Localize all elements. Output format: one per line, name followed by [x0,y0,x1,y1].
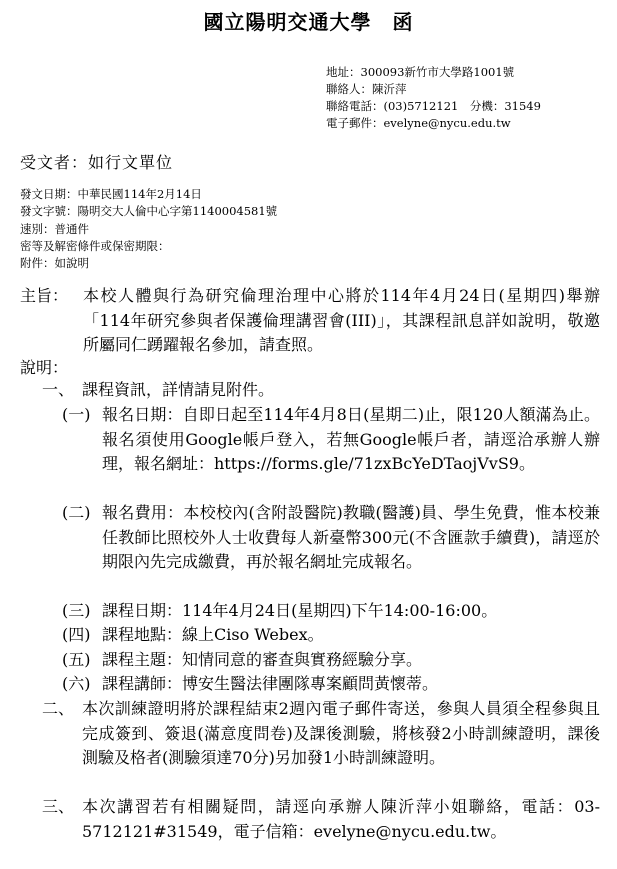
address: 地址：300093新竹市大學路1001號 [326,65,515,79]
sub-item-3 [62,599,600,624]
contact-phone: 聯絡電話：(03)5712121 分機：31549 [326,99,541,113]
explanation-label: 說明： [20,358,69,377]
explanation-item-2 [42,697,600,771]
recipient: 受文者：如行文單位 [20,153,174,172]
contact-email: 電子郵件：evelyne@nycu.edu.tw [326,116,511,130]
item-number: 二、 [42,699,75,718]
explanation-item-1 [42,378,602,403]
sub-item-number: (六) [62,674,91,693]
document-number: 發文字號：陽明交大人倫中心字第1140004581號 [20,204,278,219]
issue-date: 發文日期：中華民國114年2月14日 [20,187,202,201]
meta-block [20,186,277,272]
explanation-item-3 [42,795,600,844]
sub-item-number: (五) [62,650,91,669]
sub-item-number: (二) [62,503,91,522]
sub-item-2 [62,501,600,575]
sub-item-4 [62,623,600,648]
item-text: 本次訓練證明將於課程結束2週內電子郵件寄送，參與人員須全程參與且完成簽到、簽退(滿意度問卷)及課後測驗，將核發2小時訓練證明，課後測驗及格者(測驗須達70分)另加發1小時訓練證明。 [82,699,600,767]
subject [20,284,600,358]
sub-item-text: 課程日期：114年4月24日(星期四)下午14:00-16:00。 [102,601,498,620]
sub-item-text: 報名日期：自即日起至114年4月8日(星期二)止，限120人額滿為止。報名須使用Google帳戶登入，若無Google帳戶者，請逕洽承辦人辦理，報名網址：https://forms.gle/71zxBcYeDTaojVvS9。 [102,405,600,473]
sub-item-text: 課程地點：線上Ciso Webex。 [102,625,324,644]
sub-item-6 [62,672,600,697]
sub-item-5 [62,648,600,673]
attachment: 附件：如說明 [20,256,89,271]
document-title: 國立陽明交通大學 函 [203,10,414,34]
secrecy-level: 密等及解密條件或保密期限： [20,238,170,253]
subject-label: 主旨： [20,286,69,305]
contact-person: 聯絡人：陳沂萍 [326,82,407,96]
item-number: 一、 [42,380,75,399]
sub-item-number: (四) [62,625,91,644]
item-text: 課程資訊，詳情請見附件。 [82,380,275,399]
sub-item-text: 課程主題：知情同意的審查與實務經驗分享。 [102,650,423,669]
sub-item-text: 課程講師：博安生醫法律團隊專案顧問黃懷蒂。 [102,674,439,693]
subject-text: 本校人體與行為研究倫理治理中心將於114年4月24日(星期四)舉辦「114年研究參與者保護倫理講習會(III)」，其課程訊息詳如說明，敬邀所屬同仁踴躍報名參加，請查照。 [83,286,600,354]
speed-class: 速別：普通件 [20,221,89,236]
sub-item-number: (三) [62,601,91,620]
item-number: 三、 [42,797,75,816]
sub-item-1 [62,403,600,477]
contact-block [326,64,541,132]
sub-item-number: (一) [62,405,91,424]
item-text: 本次講習若有相關疑問，請逕向承辦人陳沂萍小姐聯絡，電話：03-5712121#31549，電子信箱：evelyne@nycu.edu.tw。 [82,797,600,841]
sub-item-text: 報名費用：本校校內(含附設醫院)教職(醫護)員、學生免費，惟本校兼任教師比照校外人士收費每人新臺幣300元(不含匯款手續費)，請逕於期限內先完成繳費，再於報名網址完成報名。 [102,503,600,571]
